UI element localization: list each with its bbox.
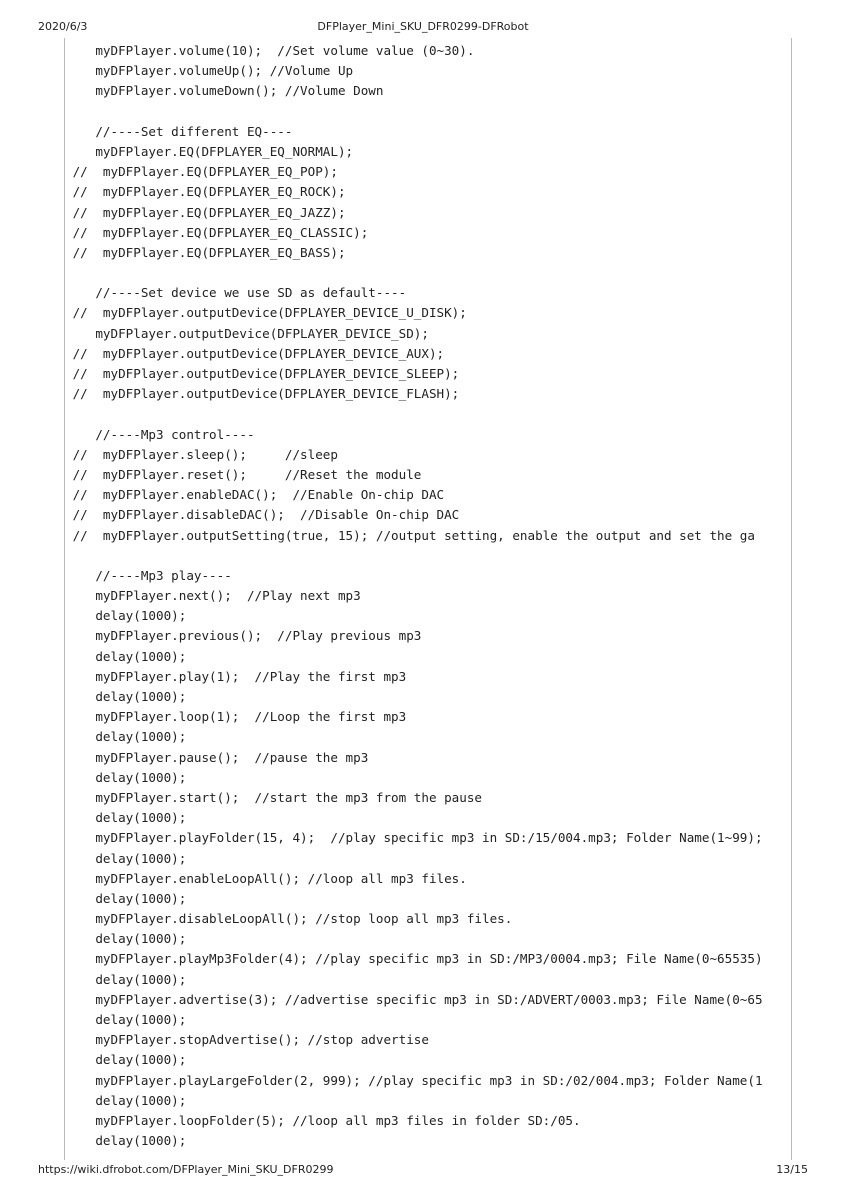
code-line: // myDFPlayer.outputDevice(DFPLAYER_DEVICE_FLASH); — [65, 386, 460, 402]
code-line: // myDFPlayer.outputDevice(DFPLAYER_DEVICE_AUX); — [65, 345, 445, 361]
code-line: myDFPlayer.volumeDown(); //Volume Down — [65, 83, 384, 99]
code-line — [65, 102, 791, 122]
code-line: //----Set different EQ---- — [65, 123, 293, 139]
code-line: myDFPlayer.loopFolder(5); //loop all mp3 files in folder SD:/05. — [65, 1112, 581, 1128]
code-line: // myDFPlayer.EQ(DFPLAYER_EQ_JAZZ); — [65, 204, 346, 220]
code-line — [65, 404, 791, 424]
code-line: // myDFPlayer.enableDAC(); //Enable On-chip DAC — [65, 487, 445, 503]
page-title: DFPlayer_Mini_SKU_DFR0299-DFRobot — [317, 20, 529, 33]
code-line: myDFPlayer.volume(10); //Set volume value (0~30). — [65, 43, 475, 58]
code-line: myDFPlayer.next(); //Play next mp3 — [65, 588, 361, 604]
code-line: // myDFPlayer.outputDevice(DFPLAYER_DEVICE_U_DISK); — [65, 305, 467, 321]
code-line: delay(1000); — [65, 769, 187, 785]
code-line — [65, 263, 791, 283]
page-url[interactable]: https://wiki.dfrobot.com/DFPlayer_Mini_SKU_DFR0299 — [38, 1163, 334, 1176]
code-line: myDFPlayer.start(); //start the mp3 from the pause — [65, 789, 483, 805]
code-line: delay(1000); — [65, 850, 187, 866]
code-line: myDFPlayer.previous(); //Play previous mp3 — [65, 628, 422, 644]
code-line — [65, 546, 791, 566]
code-line: delay(1000); — [65, 648, 187, 664]
code-line: //----Set device we use SD as default---- — [65, 285, 407, 301]
code-line: delay(1000); — [65, 890, 187, 906]
print-date: 2020/6/3 — [38, 20, 88, 33]
code-line: // myDFPlayer.disableDAC(); //Disable On-chip DAC — [65, 507, 460, 523]
code-line: //----Mp3 play---- — [65, 567, 232, 583]
code-line: // myDFPlayer.EQ(DFPLAYER_EQ_ROCK); — [65, 184, 346, 200]
code-line: delay(1000); — [65, 1092, 187, 1108]
code-line: // myDFPlayer.reset(); //Reset the module — [65, 466, 422, 482]
page-number: 13/15 — [776, 1163, 808, 1176]
code-line: // myDFPlayer.EQ(DFPLAYER_EQ_POP); — [65, 164, 338, 180]
code-line: myDFPlayer.advertise(3); //advertise specific mp3 in SD:/ADVERT/0003.mp3; File Name(0~65 — [65, 991, 763, 1007]
code-line: // myDFPlayer.EQ(DFPLAYER_EQ_BASS); — [65, 244, 346, 260]
code-line: delay(1000); — [65, 931, 187, 947]
code-content — [65, 41, 791, 1151]
code-line: // myDFPlayer.EQ(DFPLAYER_EQ_CLASSIC); — [65, 224, 369, 240]
code-line: // myDFPlayer.outputDevice(DFPLAYER_DEVICE_SLEEP); — [65, 366, 460, 381]
code-line: myDFPlayer.disableLoopAll(); //stop loop all mp3 files. — [65, 911, 513, 927]
code-line: delay(1000); — [65, 608, 187, 624]
code-line: myDFPlayer.volumeUp(); //Volume Up — [65, 63, 354, 79]
code-line: myDFPlayer.enableLoopAll(); //loop all mp3 files. — [65, 870, 467, 886]
code-line: delay(1000); — [65, 1052, 187, 1068]
code-block — [64, 38, 792, 1160]
code-line: myDFPlayer.playLargeFolder(2, 999); //play specific mp3 in SD:/02/004.mp3; Folder Name(1 — [65, 1072, 763, 1088]
code-line: delay(1000); — [65, 1012, 187, 1027]
code-line: //----Mp3 control---- — [65, 426, 255, 442]
code-line: myDFPlayer.outputDevice(DFPLAYER_DEVICE_SD); — [65, 325, 429, 341]
code-line: delay(1000); — [65, 1133, 187, 1149]
code-line: myDFPlayer.play(1); //Play the first mp3 — [65, 668, 407, 684]
code-line: myDFPlayer.EQ(DFPLAYER_EQ_NORMAL); — [65, 143, 354, 159]
code-line: myDFPlayer.pause(); //pause the mp3 — [65, 749, 369, 765]
code-line: myDFPlayer.stopAdvertise(); //stop advertise — [65, 1032, 429, 1048]
code-line: delay(1000); — [65, 729, 187, 745]
code-line: delay(1000); — [65, 689, 187, 704]
code-line: delay(1000); — [65, 810, 187, 826]
code-line: delay(1000); — [65, 971, 187, 987]
code-line: myDFPlayer.loop(1); //Loop the first mp3 — [65, 709, 407, 725]
code-line: // myDFPlayer.outputSetting(true, 15); //output setting, enable the output and set the ga — [65, 527, 755, 543]
code-line: myDFPlayer.playFolder(15, 4); //play specific mp3 in SD:/15/004.mp3; Folder Name(1~99); — [65, 830, 763, 846]
code-line: // myDFPlayer.sleep(); //sleep — [65, 446, 338, 462]
code-line: myDFPlayer.playMp3Folder(4); //play specific mp3 in SD:/MP3/0004.mp3; File Name(0~65535) — [65, 951, 763, 967]
